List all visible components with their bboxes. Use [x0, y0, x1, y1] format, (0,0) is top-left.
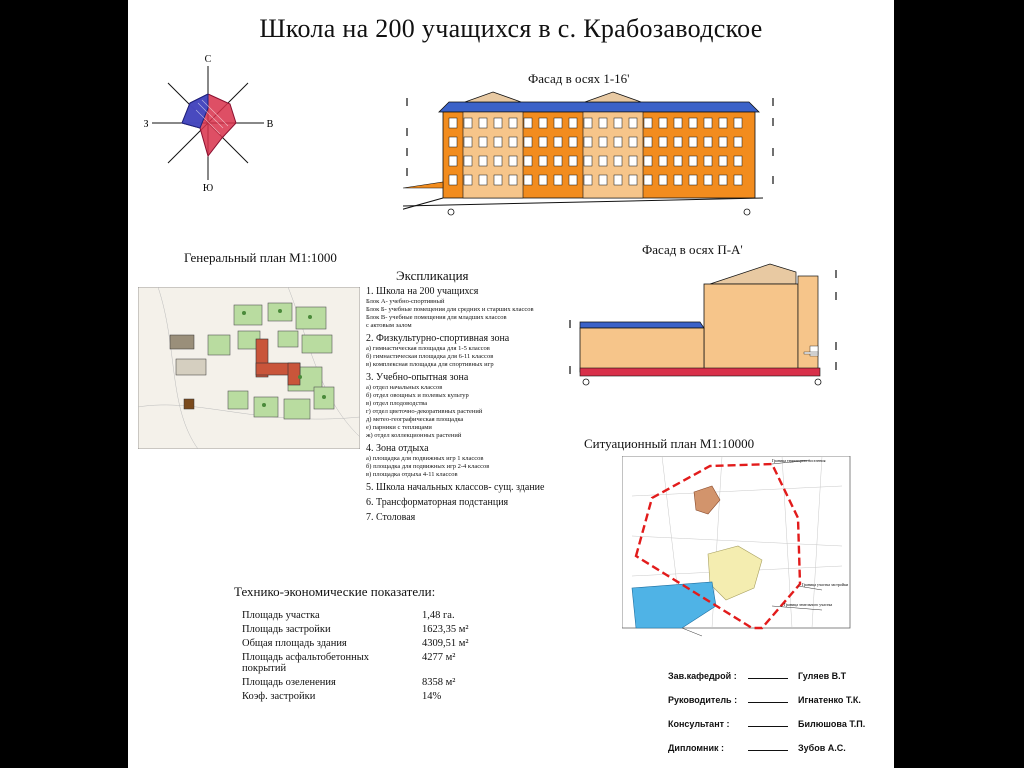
- explication-item: б) площадка для подвижных игр 2-4 классов: [366, 463, 490, 470]
- facade-window: [494, 175, 502, 185]
- tech-value: 1,48 га.: [422, 610, 455, 621]
- explication-item: а) площадка для подвижных игр 1 классов: [366, 455, 484, 462]
- tech-label: Коэф. застройки: [242, 691, 316, 702]
- facade-window: [689, 156, 697, 166]
- facade-window: [674, 118, 682, 128]
- situation-callout-1: Граница территории поселения: [772, 458, 826, 463]
- explication-item: в) комплексная площадка для спортивных игр: [366, 361, 494, 368]
- explication-item: г) отдел цветочно-декоративных растений: [366, 408, 483, 415]
- explication-item: Блок А- учебно-спортивный: [366, 298, 445, 305]
- signature-name: Зубов А.С.: [798, 743, 846, 753]
- facade-window: [524, 137, 532, 147]
- facade-window: [689, 137, 697, 147]
- facade-window: [659, 175, 667, 185]
- tech-value: 8358 м²: [422, 677, 456, 688]
- facade-window: [524, 156, 532, 166]
- facade-window: [734, 118, 742, 128]
- explication-section-heading: 5. Школа начальных классов- сущ. здание: [366, 482, 545, 493]
- facade-window: [539, 156, 547, 166]
- facade-window: [614, 156, 622, 166]
- facade-window: [599, 175, 607, 185]
- drawing-sheet: [128, 0, 894, 768]
- explication-item: Блок Б- учебные помещения для средних и старших классов: [366, 306, 534, 313]
- signature-block: [668, 670, 888, 766]
- signature-name: Игнатенко Т.К.: [798, 695, 861, 705]
- facade-window: [584, 156, 592, 166]
- facade-window: [569, 118, 577, 128]
- genplan-drawing: [138, 287, 360, 449]
- tech-row: [242, 691, 469, 705]
- facade-window: [674, 137, 682, 147]
- facade-window: [614, 137, 622, 147]
- facade-window: [614, 175, 622, 185]
- facade-window: [524, 175, 532, 185]
- facade-window: [569, 175, 577, 185]
- facade-window: [464, 118, 472, 128]
- explication-item: ж) отдел коллекционных растений: [366, 432, 462, 439]
- facade-window: [464, 137, 472, 147]
- facade-window: [554, 118, 562, 128]
- tech-label: Общая площадь здания: [242, 638, 347, 649]
- explication-section-heading: 6. Трансформаторная подстанция: [366, 497, 509, 508]
- signature-row: [668, 718, 888, 729]
- facade-window: [644, 175, 652, 185]
- explication-section-heading: 4. Зона отдыха: [366, 443, 429, 454]
- facade-window: [704, 137, 712, 147]
- tech-row: [242, 610, 469, 624]
- situation-plan-drawing: [622, 456, 890, 642]
- facade-window: [629, 137, 637, 147]
- explication-section-heading: 2. Физкультурно-спортивная зона: [366, 333, 510, 344]
- facade-window: [674, 175, 682, 185]
- explication-item: е) парники с теплицами: [366, 424, 432, 431]
- facade-window: [674, 156, 682, 166]
- facade-window: [734, 156, 742, 166]
- wind-rose-south-label: Ю: [202, 183, 214, 194]
- side-facade-caption: Фасад в осях П-А': [642, 242, 743, 257]
- signature-line: [748, 694, 788, 703]
- facade-window: [584, 175, 592, 185]
- signature-line: [748, 670, 788, 679]
- facade-window: [719, 175, 727, 185]
- tech-value: 4309,51 м²: [422, 638, 469, 649]
- facade-window: [644, 156, 652, 166]
- main-facade-drawing: [403, 88, 783, 218]
- signature-name: Билюшова Т.П.: [798, 719, 866, 729]
- facade-window: [449, 175, 457, 185]
- signature-role: Руководитель :: [668, 695, 738, 705]
- facade-window: [494, 137, 502, 147]
- facade-window: [734, 137, 742, 147]
- facade-window: [584, 137, 592, 147]
- facade-window: [539, 175, 547, 185]
- facade-window: [644, 137, 652, 147]
- explication-item: а) отдел начальных классов: [366, 384, 443, 391]
- tech-row: [242, 638, 469, 652]
- facade-window: [479, 156, 487, 166]
- signature-row: [668, 694, 888, 705]
- sheet-title: Школа на 200 учащихся в с. Крабозаводское: [259, 14, 763, 43]
- tech-value: 14%: [422, 691, 442, 702]
- facade-window: [599, 156, 607, 166]
- explication-item: Блок В- учебные помещения для младших классов: [366, 314, 507, 321]
- signature-line: [748, 718, 788, 727]
- facade-window: [554, 137, 562, 147]
- tech-value: 1623,35 м²: [422, 624, 469, 635]
- wind-rose-west-label: З: [143, 119, 149, 130]
- facade-window: [539, 118, 547, 128]
- signature-role: Дипломник :: [668, 743, 724, 753]
- explication-item: в) площадка отдыха 4-11 классов: [366, 471, 458, 478]
- facade-window: [629, 118, 637, 128]
- facade-window: [659, 118, 667, 128]
- facade-window: [629, 175, 637, 185]
- tech-label: Площадь асфальтобетонных покрытий: [242, 652, 370, 674]
- facade-window: [509, 175, 517, 185]
- facade-window: [479, 175, 487, 185]
- facade-window: [614, 118, 622, 128]
- wind-rose: [138, 48, 278, 198]
- facade-window: [719, 137, 727, 147]
- wind-rose-north-label: С: [204, 54, 212, 65]
- facade-window: [479, 118, 487, 128]
- facade-window: [719, 156, 727, 166]
- tech-label: Площадь озеленения: [242, 677, 336, 688]
- situation-plan-caption: Ситуационный план М1:10000: [584, 436, 755, 451]
- tech-label: Площадь участка: [242, 610, 320, 621]
- explication-item: б) гимнастическая площадка для 6-11 классов: [366, 353, 494, 360]
- facade-window: [449, 118, 457, 128]
- facade-window: [494, 118, 502, 128]
- facade-window: [464, 175, 472, 185]
- tech-title: Технико-экономические показатели:: [234, 584, 436, 599]
- signature-name: Гуляев В.Т: [798, 671, 847, 681]
- tech-table: [242, 610, 469, 705]
- facade-window: [569, 156, 577, 166]
- situation-callout-2: Граница участка застройки: [802, 582, 849, 587]
- tech-row: [242, 652, 469, 677]
- explication-section-heading: 7. Столовая: [366, 512, 416, 523]
- wind-rose-east-label: В: [266, 119, 274, 130]
- facade-window: [599, 137, 607, 147]
- facade-window: [524, 118, 532, 128]
- facade-window: [509, 156, 517, 166]
- signature-role: Консультант :: [668, 719, 730, 729]
- facade-window: [554, 175, 562, 185]
- facade-window: [629, 156, 637, 166]
- signature-role: Зав.кафедрой :: [668, 671, 737, 681]
- facade-window: [494, 156, 502, 166]
- explication-item: а) гимнастическая площадка для 1-5 классов: [366, 345, 490, 352]
- facade-window: [539, 137, 547, 147]
- explication-panel: [366, 268, 556, 538]
- tech-row: [242, 624, 469, 638]
- facade-window: [704, 118, 712, 128]
- signature-row: [668, 742, 888, 753]
- facade-window: [689, 118, 697, 128]
- facade-window: [644, 118, 652, 128]
- facade-window: [449, 156, 457, 166]
- explication-section-heading: 1. Школа на 200 учащихся: [366, 286, 479, 297]
- facade-window: [449, 137, 457, 147]
- facade-window: [464, 156, 472, 166]
- tech-row: [242, 677, 469, 691]
- facade-window: [704, 156, 712, 166]
- tech-value: 4277 м²: [422, 652, 456, 663]
- facade-window: [659, 156, 667, 166]
- explication-item: в) отдел плодоводства: [366, 400, 428, 407]
- genplan-caption: Генеральный план М1:1000: [184, 250, 337, 265]
- explication-item: б) отдел овощных и полевых культур: [366, 392, 469, 399]
- facade-window: [689, 175, 697, 185]
- explication-title: Экспликация: [396, 268, 469, 283]
- facade-window: [509, 137, 517, 147]
- facade-window: [584, 118, 592, 128]
- facade-window: [719, 118, 727, 128]
- side-facade-drawing: [560, 262, 860, 388]
- situation-callout-3: Граница земельного участка: [784, 602, 833, 607]
- signature-row: [668, 670, 888, 681]
- facade-window: [659, 137, 667, 147]
- facade-window: [479, 137, 487, 147]
- explication-item: с актовым залом: [366, 322, 412, 329]
- explication-item: д) метео-географическая площадка: [366, 416, 464, 423]
- facade-window: [509, 118, 517, 128]
- facade-window: [599, 118, 607, 128]
- explication-section-heading: 3. Учебно-опытная зона: [366, 372, 469, 383]
- signature-line: [748, 742, 788, 751]
- facade-window: [569, 137, 577, 147]
- facade-window: [554, 156, 562, 166]
- tech-label: Площадь застройки: [242, 624, 331, 635]
- explication-list: [366, 286, 556, 524]
- facade-window: [704, 175, 712, 185]
- facade-window: [734, 175, 742, 185]
- main-facade-caption: Фасад в осях 1-16': [528, 71, 630, 86]
